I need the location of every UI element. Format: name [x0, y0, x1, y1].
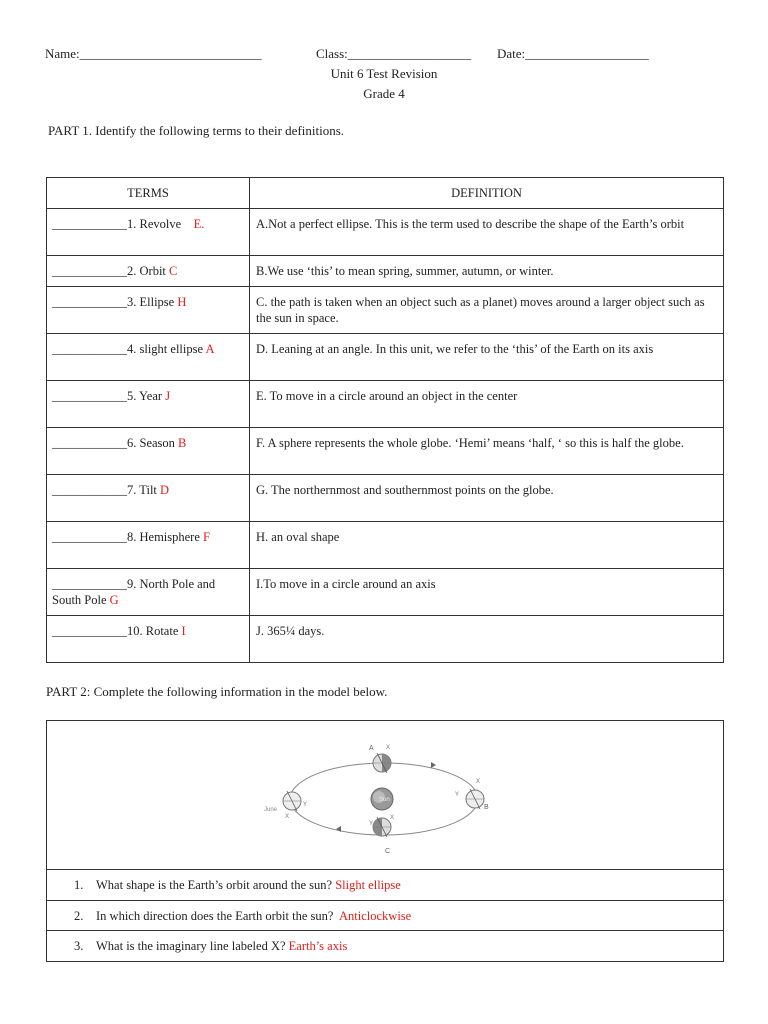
term-answer: F — [203, 530, 210, 544]
answer-blank: ____________ — [52, 624, 127, 638]
answer-blank: ____________ — [52, 436, 127, 450]
term-answer: C — [169, 264, 178, 278]
table-row — [47, 381, 724, 428]
earth-position-c — [373, 817, 391, 837]
term-label: 6. Season — [127, 436, 175, 450]
definition-cell: B.We use ‘this’ to mean spring, summer, autumn, or winter. — [250, 256, 724, 287]
term-label: 2. Orbit — [127, 264, 166, 278]
question-number: 3. — [74, 939, 84, 953]
answer-blank: ____________ — [52, 389, 127, 403]
term-cell — [47, 334, 250, 381]
definition-cell: F. A sphere represents the whole globe. ‘Hemi’ means ‘half, ‘ so this is half the globe. — [250, 428, 724, 475]
term-cell — [47, 287, 250, 334]
table-row — [47, 522, 724, 569]
answer-blank: ____________ — [52, 342, 127, 356]
term-answer: I — [181, 624, 186, 638]
axis-y-label: Y — [303, 802, 308, 808]
part1-instruction: PART 1. Identify the following terms to their definitions. — [48, 123, 345, 138]
table-row — [47, 209, 724, 256]
term-answer: D — [160, 483, 170, 497]
position-a-label: A — [369, 745, 374, 752]
definition-cell: J. 365¼ days. — [250, 616, 724, 663]
axis-x-label: X — [390, 815, 395, 821]
term-cell — [47, 381, 250, 428]
part2-instruction: PART 2: Complete the following information in the model below. — [46, 684, 388, 699]
term-cell — [47, 475, 250, 522]
definition-cell: C. the path is taken when an object such as a planet) moves around a larger object such as the sun in space. — [250, 287, 724, 334]
answer-blank: ____________ — [52, 530, 127, 544]
orbit-model-box — [46, 720, 724, 962]
answer-blank: ____________ — [52, 483, 127, 497]
question-row — [47, 869, 723, 900]
position-c-label: C — [385, 848, 391, 855]
term-answer: A — [205, 342, 215, 356]
earth-position-june — [283, 791, 301, 811]
term-cell — [47, 569, 250, 616]
definition-cell: D. Leaning at an angle. In this unit, we refer to the ‘this’ of the Earth on its axis — [250, 334, 724, 381]
answer-blank: ____________ — [52, 295, 127, 309]
answer-blank: ____________ — [52, 217, 127, 231]
question-answer: Slight ellipse — [335, 878, 401, 892]
axis-x-label: X — [285, 814, 290, 820]
term-cell — [47, 209, 250, 256]
orbit-arrow-icon — [431, 762, 436, 768]
answer-blank: ____________ — [52, 577, 127, 591]
terms-table — [46, 177, 724, 663]
term-label: 10. Rotate — [127, 624, 179, 638]
table-row — [47, 256, 724, 287]
june-label: June — [264, 807, 278, 813]
question-number: 2. — [74, 909, 84, 923]
orbit-diagram — [47, 721, 723, 869]
term-label: 4. slight ellipse — [127, 342, 204, 356]
definition-cell: G. The northernmost and southernmost points on the globe. — [250, 475, 724, 522]
question-row — [47, 900, 723, 931]
term-cell — [47, 256, 250, 287]
term-cell — [47, 428, 250, 475]
term-cell — [47, 522, 250, 569]
term-answer: H — [177, 295, 187, 309]
term-answer: G — [109, 593, 119, 607]
table-row — [47, 569, 724, 616]
earth-position-a — [373, 753, 391, 773]
table-row — [47, 334, 724, 381]
answer-blank: ____________ — [52, 264, 127, 278]
question-number: 1. — [74, 878, 84, 892]
table-row — [47, 287, 724, 334]
sun — [371, 788, 393, 810]
question-text: What shape is the Earth’s orbit around the sun? — [96, 878, 333, 892]
question-answer: Earth’s axis — [288, 939, 348, 953]
worksheet-title: Unit 6 Test Revision — [330, 66, 438, 81]
term-answer: E. — [193, 217, 205, 231]
table-row — [47, 616, 724, 663]
axis-y-label: Y — [455, 792, 460, 798]
axis-y-label: Y — [369, 821, 374, 827]
definition-cell: E. To move in a circle around an object in the center — [250, 381, 724, 428]
sun-label: Sun — [379, 797, 390, 803]
date-field-label: Date:___________________ — [497, 46, 649, 61]
term-label: 8. Hemisphere — [127, 530, 200, 544]
position-b-label: B — [484, 804, 489, 811]
term-label: 9. North Pole and South Pole — [52, 577, 216, 607]
worksheet-grade: Grade 4 — [363, 86, 405, 101]
definition-cell: A.Not a perfect ellipse. This is the term used to describe the shape of the Earth’s orbit — [250, 209, 724, 256]
axis-x-label: X — [386, 745, 391, 751]
table-row — [47, 475, 724, 522]
term-label: 1. Revolve — [127, 217, 182, 231]
question-text: In which direction does the Earth orbit the sun? — [96, 909, 334, 923]
term-label: 5. Year — [127, 389, 163, 403]
axis-x-label: X — [476, 779, 481, 785]
table-row — [47, 428, 724, 475]
class-field-label: Class:___________________ — [316, 46, 472, 61]
earth-position-b — [466, 789, 484, 809]
definition-cell: H. an oval shape — [250, 522, 724, 569]
term-answer: J — [165, 389, 171, 403]
term-label: 3. Ellipse — [127, 295, 175, 309]
question-text: What is the imaginary line labeled X? — [96, 939, 286, 953]
definition-column-header: DEFINITION — [250, 178, 724, 209]
term-cell — [47, 616, 250, 663]
name-field-label: Name:____________________________ — [45, 46, 262, 61]
question-row — [47, 930, 723, 961]
question-answer: Anticlockwise — [339, 909, 412, 923]
terms-column-header: TERMS — [47, 178, 250, 209]
term-answer: B — [178, 436, 187, 450]
definition-cell: I.To move in a circle around an axis — [250, 569, 724, 616]
table-header-row — [47, 178, 724, 209]
term-label: 7. Tilt — [127, 483, 157, 497]
